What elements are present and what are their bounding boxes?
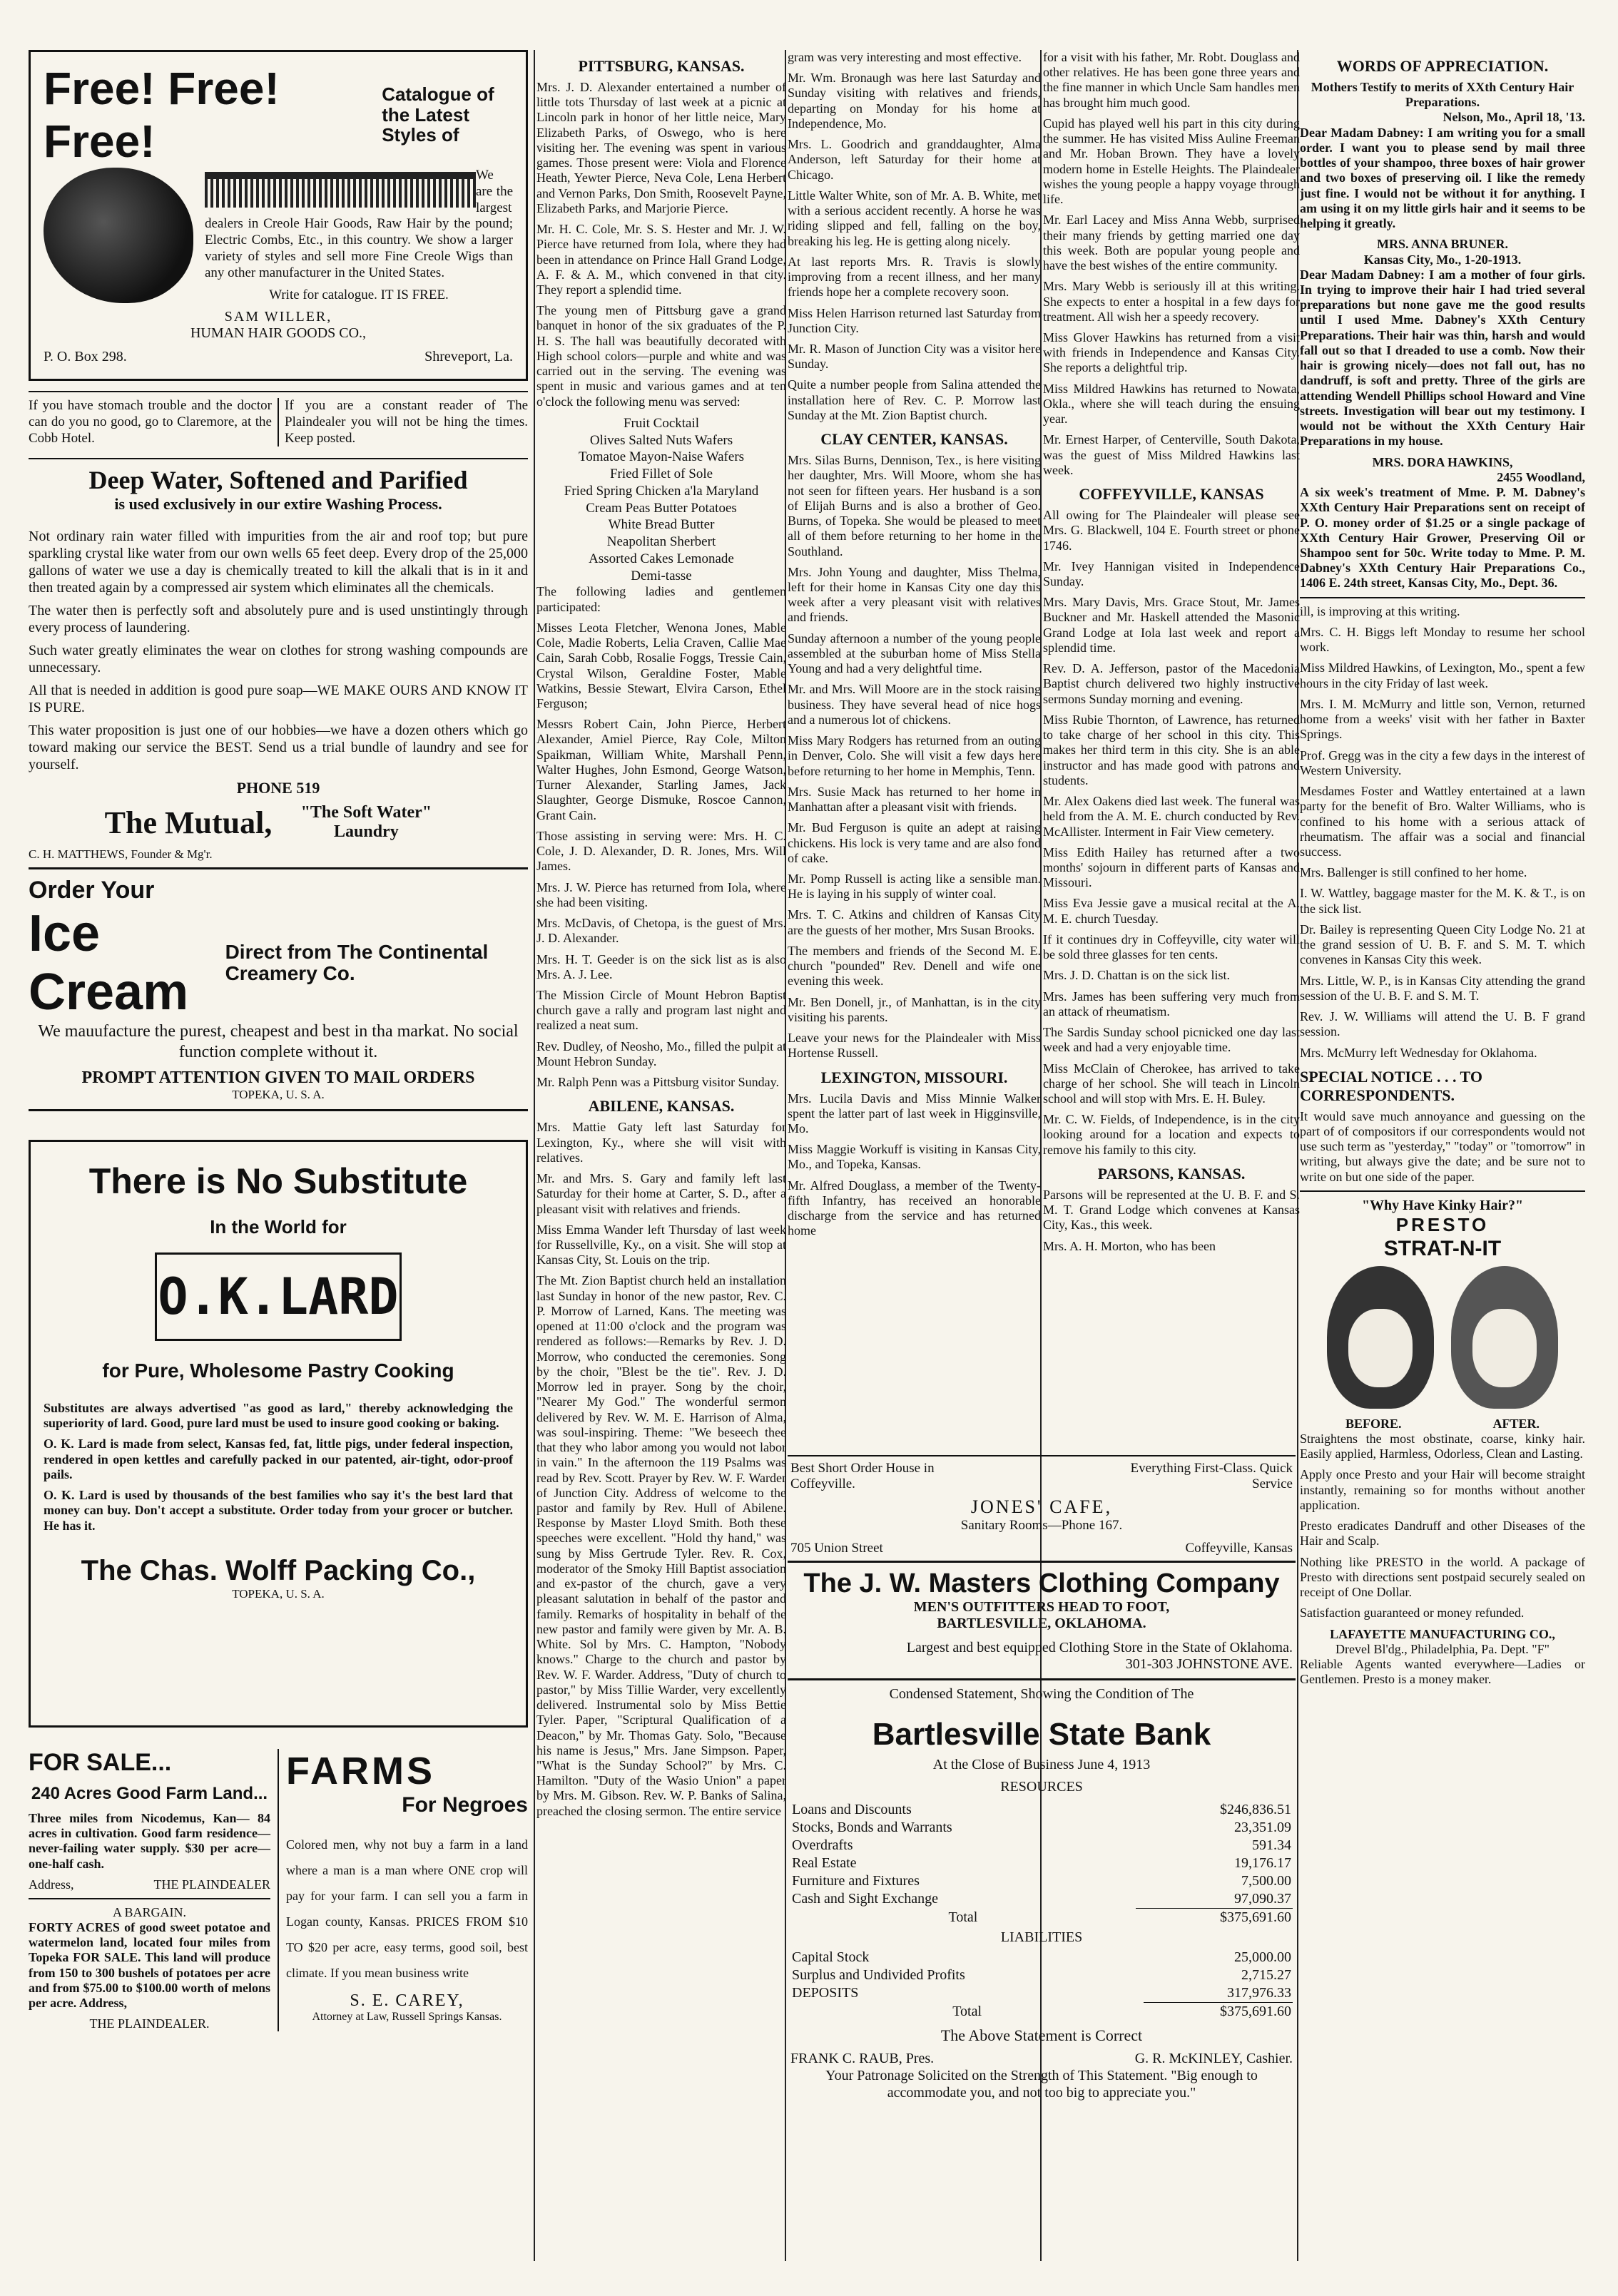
laundry-p5: This water proposition is just one of our hobbies—we have a dozen others which go toward making our service the BEST. Send us a trial bundle of laundry and see for yourself. [29, 723, 528, 773]
parsons-head: PARSONS, KANSAS. [1097, 1164, 1246, 1183]
news-column-4 [1043, 50, 1300, 1448]
col4-p9: Mr. Ivey Hannigan visited in Independence Sunday. [1043, 558, 1300, 588]
total-label: Total [952, 2003, 982, 2019]
col4-p5: Miss Glover Hawkins has returned from a visit with friends in Independence and Kansas City. She reports a delightful trip. [1043, 330, 1300, 375]
col5-p9: Mesdames Foster and Wattley entertained at a lawn party for the benefit of Bro. Walter Williams, who is confined to his home with a serious attack of rheumatism. The affair was a social and financial success. [1300, 784, 1585, 859]
laundry-ad [29, 465, 528, 869]
column-rule [534, 50, 535, 2261]
coffeyville-head: COFFEYVILLE, KANSAS [1079, 485, 1264, 504]
farms-body: Colored men, why not buy a farm in a land where a man is a man where ONE crop will pay for your farm. I can sell you a farm in Logan county, Kansas. PRICES FROM $10 TO $20 per acre, easy terms, good soil, best climate. If you mean business write [286, 1837, 528, 1980]
letter1-place: Nelson, Mo., April 18, '13. [1443, 110, 1585, 125]
for-sale-ad [29, 1749, 279, 2031]
row-value: $246,836.51 [1220, 1802, 1291, 1817]
col4-p11: Rev. D. A. Jefferson, pastor of the Macedonia Baptist church delivered two highly instructive sermons Sunday morning and evening. [1043, 661, 1300, 706]
col3-p19: Mr. Ben Donell, jr., of Manhattan, is in the city visiting his parents. [788, 994, 1041, 1024]
col4-p7: Mr. Ernest Harper, of Centerville, South Dakota, was the guest of Miss Mildred Hawkins last week. [1043, 432, 1300, 477]
menu-item: Neapolitan Sherbert [606, 534, 716, 550]
col4-p21: Mr. C. W. Fields, of Independence, is in the city looking around for a location and expects to remove his family to this city. [1043, 1112, 1300, 1157]
forsale-body: Three miles from Nicodemus, Kan— 84 acres in cultivation. Good farm residence—never-failing water supply. $30 per acre—one-half cash. [29, 1810, 270, 1871]
resources-table [790, 1801, 1293, 1927]
col3-p7: Mr. R. Mason of Junction City was a visitor here Sunday. [788, 341, 1041, 372]
row-label: Loans and Discounts [792, 1802, 912, 1817]
masters-body: Largest and best equipped Clothing Store in the State of Oklahoma. [906, 1640, 1293, 1655]
lard-company: The Chas. Wolff Packing Co., [81, 1554, 476, 1586]
bank-date: At the Close of Business June 4, 1913 [932, 1757, 1151, 1772]
menu-item: Olives Salted Nuts Wafers [589, 432, 733, 448]
table-row [790, 1966, 1293, 1984]
jones-street: 705 Union Street [790, 1541, 883, 1556]
lard-headline: There is No Substitute [88, 1160, 468, 1201]
lard-body3: O. K. Lard is used by thousands of the best families who say it's the best lard that money can buy. Don't accept a substitute. Order today from your grocer or butcher. He has it. [44, 1488, 513, 1533]
col2-p12: Rev. Dudley, of Neosho, Mo., filled the pulpit at Mount Hebron Sunday. [536, 1039, 786, 1068]
laundry-sub: is used exclusively in our extire Washing Process. [114, 495, 442, 514]
lexington-head: LEXINGTON, MISSOURI. [820, 1068, 1008, 1086]
before-label: BEFORE. [1345, 1416, 1402, 1431]
col2-p15: Mr. and Mrs. S. Gary and family left last Saturday for their home at Carter, S. D., after a pleasant visit with relatives and friends. [536, 1171, 786, 1216]
laundry-headline: Deep Water, Softened and Parified [88, 466, 468, 495]
icecream-body: We mauufacture the purest, cheapest and best in tha markat. No social function complete without it. [38, 1022, 519, 1062]
col5-p5: Mrs. C. H. Biggs left Monday to resume her school work. [1300, 624, 1585, 655]
icecream-prompt: PROMPT ATTENTION GIVEN TO MAIL ORDERS [81, 1068, 475, 1087]
col2-p7: Those assisting in serving were: Mrs. H. C. Cole, J. D. Alexander, D. R. Jones, Mrs. Will James. [536, 828, 786, 874]
row-label: Real Estate [792, 1855, 857, 1871]
table-row [790, 1984, 1293, 2003]
special-notice: It would save much annoyance and guessing on the part of of compositors if our correspondents would not use such term as "yesterday," "today" or "tomorrow" in writing, but always give the date; and be sure not to write on but one side of the paper. [1300, 1108, 1585, 1184]
row-value: 97,090.37 [1234, 1891, 1291, 1907]
col3-p21: Mrs. Lucila Davis and Miss Minnie Walker spent the latter part of last week in Higginsville, Mo. [788, 1091, 1041, 1136]
col5-p13: Mrs. Little, W. P., is in Kansas City attending the grand session of the U. B. F. and S. M. T. [1300, 973, 1585, 1003]
letter2-place: Kansas City, Mo., 1-20-1913. [1363, 252, 1522, 267]
bank-condensed: Condensed Statement, Showing the Condition of The [889, 1686, 1194, 1702]
col3-p2: Mr. Wm. Bronaugh was here last Saturday and Sunday visiting with relatives and friends, departing on Monday for his home at Independence, Mo. [788, 71, 1041, 131]
col4-p18: Mrs. James has been suffering very much from an attack of rheumatism. [1043, 989, 1300, 1019]
col3-p9: Mrs. Silas Burns, Dennison, Tex., is here visiting her daughter, Mrs. Will Moore, whom she has not seen for fifteen years. Her husband is a son of Elijah Burns and is also a brother of Geo. Burns, of Topeka. She would be pleased to meet all of them before returning to her home in the Southland. [788, 453, 1041, 558]
menu-item: White Bread Butter [608, 517, 715, 533]
laundry-p4: All that is needed in addition is good pure soap—WE MAKE OURS AND KNOW IT IS PURE. [29, 683, 528, 716]
col4-p20: Miss McClain of Cherokee, has arrived to take charge of her school. She will teach in Lincoln school and will stop with Mrs. E. H. Buley. [1043, 1061, 1300, 1106]
row-value: 23,351.09 [1234, 1820, 1291, 1835]
stomach-notice: If you have stomach trouble and the doctor can do you no good, go to Claremore, at the Cobb Hotel. [29, 398, 279, 447]
row-label: Furniture and Fixtures [792, 1873, 920, 1889]
bank-correct: The Above Statement is Correct [940, 2026, 1143, 2044]
row-value: 317,976.33 [1227, 1985, 1291, 2001]
forsale-head: FOR SALE... [29, 1748, 172, 1776]
jones-left: Best Short Order House in Coffeyville. [790, 1461, 935, 1491]
col5-p15: Mrs. McMurry left Wednesday for Oklahoma. [1300, 1045, 1537, 1060]
row-label: Surplus and Undivided Profits [792, 1967, 965, 1983]
farms-head: FARMS [286, 1749, 435, 1792]
total-value: $375,691.60 [1136, 1909, 1293, 1927]
laundry-founder: C. H. MATTHEWS, Founder & Mg'r. [29, 847, 213, 862]
table-row [790, 1854, 1293, 1872]
reader-notice: If you are a constant reader of The Plaindealer you will not be hing the times. Keep posted. [285, 398, 528, 446]
letter1-body: Dear Madam Dabney: I am writing you for a small order. I want you to please send by mail three bottles of your shampoo, three boxes of hair grower and two boxes of preserving oil. I like the remedy just fine. I would not be without it for anything. I am using it on my little girls hair and it seems to be helping it greatly. [1300, 125, 1585, 231]
col3-p5: At last reports Mrs. R. Travis is slowly improving from a recent illness, and her many friends hope her a complete recovery soon. [788, 254, 1041, 300]
notices-row [29, 398, 528, 452]
row-label: DEPOSITS [792, 1985, 859, 2001]
col5-p8: Prof. Gregg was in the city a few days in the interest of Western University. [1300, 748, 1585, 777]
menu-item: Demi-tasse [631, 568, 692, 583]
presto-p6: Reliable Agents wanted everywhere—Ladies or Gentlemen. Presto is a money maker. [1300, 1657, 1585, 1687]
col5-p14: Rev. J. W. Williams will attend the U. B. F grand session. [1300, 1009, 1585, 1039]
ice-cream-ad [29, 877, 528, 1111]
col3-p6: Miss Helen Harrison returned last Saturday from Junction City. [788, 305, 1041, 335]
bank-pres: FRANK C. RAUB, Pres. [790, 2051, 935, 2066]
menu-item: Fried Spring Chicken a'la Maryland [564, 483, 759, 499]
jones-right: Everything First-Class. Quick Service [1130, 1461, 1293, 1491]
after-portrait [1451, 1266, 1558, 1409]
total-row [790, 1909, 1293, 1927]
laundry-slogan: "The Soft Water" Laundry [300, 803, 432, 842]
row-value: 7,500.00 [1241, 1873, 1291, 1889]
lard-city: TOPEKA, U. S. A. [232, 1586, 325, 1601]
table-row [790, 1819, 1293, 1837]
table-row [790, 1890, 1293, 1909]
land-ads-row [29, 1749, 528, 2031]
menu-item: Fruit Cocktail [623, 415, 700, 431]
letter2-body: Dear Madam Dabney: I am a mother of four girls. In trying to improve their hair I had tried several preparations but none gave me the good results until I used Mme. Dabney's XXth Century Preparations. Their hair was thin, harsh and would fall out so that I dreaded to use a comb. Now their hair is growing nicely—does not fall out, has no dandruff, is soft and pretty. Three of the girls are attending Wendell Phillips school Howard and Vine streets. Investigation will bear out my testimony. I would not be without the XXth Century Hair Preparations in my house. [1300, 267, 1585, 449]
presto-p5: Satisfaction guaranteed or money refunded. [1300, 1606, 1525, 1621]
abilene-head: ABILENE, KANSAS. [588, 1097, 735, 1116]
col2-p17: The Mt. Zion Baptist church held an installation last Sunday in honor of the new pastor, Rev. C. P. Morrow of Larned, Kans. The meeting was opened at 11:00 o'clock and the program was rendered as follows:—Remarks by Rev. J. D. Morrow, who conducted the ceremonies. Song by the choir, "Blest be the tie". Rev. J. D. Morrow led in prayer. Song by the choir, "Nearer My God." The wonderful sermon delivered by Rev. W. M. E. Harrison of Alma, was soul-inspiring. Theme: "We beseech thee that they who labor among you would not labor in vain." In the afternoon the 119 Psalms was read by Rev. Scott. Prayer by Rev. W. F. Warder of Junction City. Address of welcome to the pastor and family by Rev. Hull of Abilene. Response by Master Lloyd Smith. Both these speeches were excellent. "Hold thy hand," was sung by Miss Gertrude Tyler. Rev. R. Cox, moderator of the Smoky Hill Baptist association and ex-pastor of the church, gave a very pleasant salutation in behalf of the pastor and family. Remarks of hospitality in behalf of the new pastor and family were given by Mr. A. B. White. Sol by Mrs. C. Hampton, "Nobody knows." Charge to the church and pastor by Rev. W. F. Warder. Address, "Duty of church to pastor," by Miss Tillie Warder, very excellently delivered. Instrumental solo by Miss Bettie Tyler. Paper, "Scriptural Qualification of a Deacon," by Mr. Thomas Gaty. Solo, "Because his name is Jesus," Mrs. Jane Simpson. Paper, "What is the Sunday School?" by Mrs. C. Hamilton. "Duty of the Wasio Union" a paper by Mrs. M. Gibson. Rev. W. P. Banks of Salina, preached the closing sermon. The entire service [536, 1273, 786, 1818]
bank-name: Bartlesville State Bank [872, 1717, 1211, 1752]
lard-ad [29, 1140, 528, 1728]
col4-p3: Mr. Earl Lacey and Miss Anna Webb, surprised their many friends by getting married one day this week. Both are popular young people and have the best wishes of the entire community. [1043, 213, 1300, 273]
row-value: 2,715.27 [1241, 1967, 1291, 1983]
col2-p13: Mr. Ralph Penn was a Pittsburg visitor Sunday. [536, 1075, 780, 1090]
col3-p22: Miss Maggie Workuff is visiting in Kansas City, Mo., and Topeka, Kansas. [788, 1142, 1041, 1172]
col2-p11: The Mission Circle of Mount Hebron Baptist church gave a rally and program last night and realized a neat sum. [536, 988, 786, 1033]
col4-p1: for a visit with his father, Mr. Robt. Douglass and other relatives. He has been gone three years and the fine manner in which Uncle Sam handles men has brought him much good. [1043, 50, 1300, 110]
bank-statement [788, 1680, 1296, 2113]
laundry-phone: PHONE 519 [236, 779, 320, 797]
row-label: Capital Stock [792, 1949, 870, 1965]
col3-p17: Mrs. T. C. Atkins and children of Kansas City are the guests of her mother, Mrs Susan Brooks. [788, 907, 1041, 937]
laundry-p1: Not ordinary rain water filled with impurities from the air and roof top; but pure sparkling crystal like water from our own wells 65 feet deep. Every drop of the 25,000 gallons of water we use a day is chemically treated to kill the alkali that is in it and then treated again by a compressed air system which eliminates all the chemicals. [29, 529, 528, 596]
col2-p2: Mr. H. C. Cole, Mr. S. S. Hester and Mr. J. W. Pierce have returned from Iola, where they had been in attendance on Prince Hall Grand Lodge, A. F. & A. M., which convened in that city. They report a splendid time. [536, 222, 786, 297]
news-column-3 [788, 50, 1041, 1448]
col3-p20: Leave your news for the Plaindealer with Miss Hortense Russell. [788, 1031, 1041, 1061]
presto-company: LAFAYETTE MANUFACTURING CO., [1330, 1626, 1555, 1641]
wig-ad-pobox: P. O. Box 298. [44, 349, 127, 365]
jones-rooms: Sanitary Rooms—Phone 167. [960, 1518, 1123, 1533]
special-notice-head: SPECIAL NOTICE . . . TO CORRESPONDENTS. [1300, 1067, 1482, 1104]
wig-illustration [44, 168, 193, 303]
comb-illustration [205, 172, 476, 208]
farms-name: S. E. CAREY, [350, 1991, 464, 2010]
col4-p17: Mrs. J. D. Chattan is on the sick list. [1043, 968, 1230, 983]
row-label: Cash and Sight Exchange [792, 1891, 938, 1907]
wig-ad-body: We are the largest dealers in Creole Hair Goods, Raw Hair by the pound; Electric Combs, Etc., in this country. We show a larger variety of styles and sell more Fine Creole Wigs than any other manufacturer in the United States. [205, 168, 513, 280]
wig-ad-headline: Free! Free! Free! [44, 63, 280, 167]
wide-ads [788, 1455, 1296, 2113]
presto-p2: Apply once Presto and your Hair will become straight instantly, remaining so for months without another application. [1300, 1467, 1585, 1512]
news-column-2 [536, 50, 786, 1825]
farms-title: Attorney at Law, Russell Springs Kansas. [312, 2010, 502, 2023]
col3-p1: gram was very interesting and most effective. [788, 50, 1022, 64]
col2-p9: Mrs. McDavis, of Chetopa, is the guest of Mrs. J. D. Alexander. [536, 916, 786, 946]
col3-p11: Sunday afternoon a number of the young people assembled at the suburban home of Miss Stella Young and had a very delightful time. [788, 631, 1041, 676]
col5-p10: Mrs. Ballenger is still confined to her home. [1300, 865, 1527, 880]
table-row [790, 1801, 1293, 1819]
ads-column [29, 50, 528, 2031]
icecream-big: Ice Cream [29, 905, 189, 1021]
col3-p12: Mr. and Mrs. Will Moore are in the stock raising business. They have several head of nice hogs and a numerous lot of chickens. [788, 682, 1041, 727]
before-portrait [1327, 1266, 1434, 1409]
col5-p11: I. W. Wattley, baggage master for the M. K. & T., is on the sick list. [1300, 886, 1585, 916]
col4-p23: Mrs. A. H. Morton, who has been [1043, 1238, 1216, 1253]
wig-ad-company2: HUMAN HAIR GOODS CO., [190, 325, 367, 342]
icecream-direct: Direct from The Continental Creamery Co. [225, 940, 489, 985]
jones-name: JONES' CAFE, [970, 1496, 1113, 1517]
lard-sub: In the World for [210, 1215, 347, 1238]
farms-sub: For Negroes [402, 1792, 528, 1817]
masters-clothing-ad [788, 1561, 1296, 1680]
col3-p13: Miss Mary Rodgers has returned from an outing in Denver, Colo. She will visit a few days here before returning to her home in Memphis, Tenn. [788, 733, 1041, 778]
bank-foot: Your Patronage Solicited on the Strength of This Statement. "Big enough to accommodate you, and not too big to appreciate you." [825, 2068, 1258, 2101]
lard-for: for Pure, Wholesome Pastry Cooking [102, 1359, 454, 1382]
pittsburg-head: PITTSBURG, KANSAS. [578, 57, 745, 75]
presto-address: Drevel Bl'dg., Philadelphia, Pa. Dept. "F" [1335, 1641, 1550, 1656]
row-value: 25,000.00 [1234, 1949, 1291, 1965]
presto-strat: STRAT-N-IT [1383, 1237, 1502, 1261]
col3-p15: Mr. Bud Ferguson is quite an adept at raising chickens. His lock is very tame and are also fond of cake. [788, 820, 1041, 865]
table-row [790, 1837, 1293, 1854]
dabney-offer: A six week's treatment of Mme. P. M. Dabney's XXth Century Hair Preparations sent on receipt of P. O. money order of $1.25 or a single package of XXth Century Hair Grower, Preserving Oil or Shampoo sent for 50c. Write today to Mme. P. M. Dabney's XXth Century Hair Preparations Co., 1406 E. 24th street, Kansas City, Mo., Dept. 36. [1300, 485, 1585, 591]
row-label: Overdrafts [792, 1837, 853, 1853]
banquet-menu [536, 415, 786, 585]
col4-p2: Cupid has played well his part in this city during the summer. He has visited Miss Auline Freeman and Mr. Hoban Brown. They have a lovely modern home in Estelle Heights. The Plaindealer wishes the young people a happy voyage through life. [1043, 116, 1300, 207]
letter2-sig: MRS. DORA HAWKINS, [1372, 454, 1513, 469]
row-value: 19,176.17 [1234, 1855, 1291, 1871]
row-value: 591.34 [1252, 1837, 1291, 1853]
col3-p3: Mrs. L. Goodrich and granddaughter, Alma Anderson, left Saturday for their home at Chicago. [788, 137, 1041, 182]
laundry-p2: The water then is perfectly soft and absolutely pure and is used unstintingly through every process of laundering. [29, 603, 528, 636]
col2-p5: Misses Leota Fletcher, Wenona Jones, Mable Cole, Madie Roberts, Lelia Craven, Callie Mae Cain, Sarah Cobb, Rosalie Foggs, Tressie Cain, Crystal Wilson, Geraldine Foster, Mable Watkins, Bessie Stewart, Elvira Carson, Ethel Ferguson; [536, 620, 786, 711]
jones-city: Coffeyville, Kansas [1185, 1541, 1293, 1556]
total-label: Total [948, 1909, 978, 1925]
masters-sub2: BARTLESVILLE, OKLAHOMA. [937, 1616, 1146, 1631]
presto-p1: Straightens the most obstinate, coarse, kinky hair. Easily applied, Harmless, Odorless, Clean and Lasting. [1300, 1431, 1585, 1461]
wig-ad-company1: SAM WILLER, [224, 309, 332, 325]
bank-liabilities-head: LIABILITIES [1000, 1929, 1083, 1945]
col2-p16: Miss Emma Wander left Thursday of last week for Russellville, Ky., on a visit. She will stop at Kansas City, St. Louis on the trip. [536, 1222, 786, 1267]
appreciation-sub: Mothers Testify to merits of XXth Century Hair Preparations. [1311, 79, 1574, 110]
col4-p6: Miss Mildred Hawkins has returned to Nowata, Okla., where she will teach during the ensuing year. [1043, 381, 1300, 427]
col5-p12: Dr. Bailey is representing Queen City Lodge No. 21 at the grand session of U. B. F. and S. M. T. which convenes in Kansas City this week. [1300, 922, 1585, 967]
forsale-paper: THE PLAINDEALER [153, 1877, 270, 1892]
total-value: $375,691.60 [1144, 2003, 1293, 2021]
row-label: Stocks, Bonds and Warrants [792, 1820, 952, 1835]
masters-sub1: MEN'S OUTFITTERS HEAD TO FOOT, [913, 1599, 1170, 1615]
presto-brand: PRESTO [1395, 1214, 1490, 1236]
forsale-acres: 240 Acres Good Farm Land... [31, 1783, 268, 1803]
icecream-order: Order Your [29, 877, 155, 904]
col3-p8: Quite a number people from Salina attended the installation here of Rev. C. P. Morrow last Sunday at the Mt. Zion Baptist church. [788, 377, 1041, 422]
wig-ad-city: Shreveport, La. [424, 349, 513, 365]
col2-p6: Messrs Robert Cain, John Pierce, Herbert Alexander, Amiel Pierce, Ray Cole, Milton Spaikman, William White, Marshall Penn, Walter Hughes, John Esmond, George Watson, Turner Alexander, Starling James, Jack Slaughter, George Dismuke, Roscoe Cannon, Grant Cain. [536, 717, 786, 822]
menu-item: Tomatoe Mayon-Naise Wafers [578, 449, 745, 465]
col3-p14: Mrs. Susie Mack has returned to her home in Manhattan after a pleasant visit with friends. [788, 784, 1041, 815]
presto-p4: Nothing like PRESTO in the world. A package of Presto with directions sent postpaid securely sealed on receipt of One Dollar. [1300, 1554, 1585, 1600]
farms-ad [286, 1749, 528, 2031]
forsale-address: Address, [29, 1877, 74, 1892]
bank-cashier: G. R. McKINLEY, Cashier. [1134, 2051, 1293, 2066]
bargain-body: FORTY ACRES of good sweet potatoe and watermelon land, located four miles from Topeka FOR SALE. This land will produce from 150 to 300 bushels of potatoes per acre and from $75.00 to $100.00 worth of melons per acre. Address, [29, 1919, 270, 2011]
col2-p1: Mrs. J. D. Alexander entertained a number of little tots Thursday of last week at a picnic at Lincoln park in honor of her little neice, Mary Elizabeth Parks, of Oswego, who is here visiting her. The evening was spent in various games. Those present were: Viola and Florence Heath, Yewter Pierce, Neva Cole, Lena Herbert and Vernon Parks, Don Smith, Roosevelt Payne, Elizabeth Parks, and Marjorie Pierce. [536, 79, 786, 215]
clay-center-head: CLAY CENTER, KANSAS. [820, 430, 1008, 449]
lard-brand: O.K.LARD [158, 1267, 399, 1326]
wig-ad-catalogue: Catalogue of the Latest Styles of [382, 83, 494, 146]
lard-brand-box [155, 1252, 402, 1341]
col4-p14: Miss Edith Hailey has returned after a two months' sojourn in different parts of Kansas and Missouri. [1043, 845, 1300, 890]
col4-p4: Mrs. Mary Webb is seriously ill at this writing. She expects to enter a hospital in a few days for treatment. All wish her a speedy recovery. [1043, 279, 1300, 324]
col4-p12: Miss Rubie Thornton, of Lawrence, has returned to take charge of her school in this city. This makes her third term in this city. She is an able instructor and has made good with patrons and students. [1043, 712, 1300, 787]
laundry-name: The Mutual, [104, 805, 273, 840]
masters-head: The J. W. Masters Clothing Company [803, 1568, 1280, 1598]
bargain-paper: THE PLAINDEALER. [89, 2016, 210, 2031]
menu-item: Fried Fillet of Sole [609, 466, 713, 482]
col4-p22: Parsons will be represented at the U. B. F. and S. M. T. Grand Lodge which convenes at Kansas City, Kas., this week. [1043, 1187, 1300, 1233]
col2-p3: The young men of Pittsburg gave a grand banquet in honor of the six graduates of the P. H. S. The hall was beautifully decorated with High school colors—purple and white and was carried out in the serving. The evening was spent in music and various games and at ten o'clock the following menu was served: [536, 303, 786, 409]
col2-p4: The following ladies and gentlemen participated: [536, 584, 786, 614]
col3-p16: Mr. Pomp Russell is acting like a sensible man. He is laying in his supply of winter coal. [788, 871, 1041, 902]
col4-p10: Mrs. Mary Davis, Mrs. Grace Stout, Mr. James Buckner and Mr. Haskell attended the Masonic Grand Lodge at Iola last week and report a splendid time. [1043, 595, 1300, 655]
bargain-head: A BARGAIN. [112, 1904, 186, 1919]
jones-cafe-ad [788, 1455, 1296, 1561]
menu-item: Cream Peas Butter Potatoes [586, 500, 737, 516]
menu-item: Assorted Cakes Lemonade [589, 551, 734, 566]
col4-p15: Miss Eva Jessie gave a musical recital at the A. M. E. church Tuesday. [1043, 896, 1300, 926]
col3-p18: The members and friends of the Second M. E. church "pounded" Rev. Denell and wife one evening this week. [788, 943, 1041, 989]
col4-p13: Mr. Alex Oakens died last week. The funeral was held from the A. M. E. church conducted by Rev. McAllister. Interment in Fair View cemetery. [1043, 794, 1300, 839]
table-row [790, 1949, 1293, 1966]
lard-body2: O. K. Lard is made from select, Kansas fed, fat, little pigs, under federal inspection, rendered in open kettles and carefully packed in our patented, air-tight, odor-proof pails. [44, 1437, 513, 1481]
news-column-5 [1300, 50, 1585, 1693]
col5-p4: ill, is improving at this writing. [1300, 603, 1460, 618]
total-row [790, 2003, 1293, 2021]
lard-body1: Substitutes are always advertised "as good as lard," thereby acknowledging the superiority of lard. Good, pure lard must be used to insure good cooking or baking. [44, 1400, 513, 1431]
col4-p19: The Sardis Sunday school picnicked one day last week and had a very enjoyable time. [1043, 1025, 1300, 1055]
table-row [790, 1872, 1293, 1890]
presto-p3: Presto eradicates Dandruff and other Diseases of the Hair and Scalp. [1300, 1519, 1585, 1548]
letter2-addr: 2455 Woodland, [1497, 469, 1585, 484]
col5-p7: Mrs. I. M. McMurry and little son, Vernon, returned home from a weeks' visit with her father in Baxter Springs. [1300, 696, 1585, 742]
col3-p23: Mr. Alfred Douglass, a member of the Twenty-fifth Infantry, has received an honorable discharge from the service and has returned home [788, 1178, 1041, 1238]
appreciation-head: WORDS OF APPRECIATION. [1336, 57, 1549, 75]
bank-resources-head: RESOURCES [1000, 1779, 1083, 1795]
liabilities-table [790, 1949, 1293, 2021]
icecream-city: TOPEKA, U. S. A. [232, 1087, 325, 1101]
col3-p4: Little Walter White, son of Mr. A. B. White, met with a serious accident recently. A horse he was riding slipped and fell, falling on the boy, breaking his leg. He is getting along nicely. [788, 188, 1041, 248]
col2-p14: Mrs. Mattie Gaty left last Saturday for Lexington, Ky., where she will visit with relatives. [536, 1120, 786, 1165]
col4-p16: If it continues dry in Coffeyville, city water will be sold three glasses for ten cents. [1043, 932, 1300, 962]
wig-ad-cta: Write for catalogue. IT IS FREE. [269, 287, 449, 302]
letter1-sig: MRS. ANNA BRUNER. [1376, 237, 1509, 252]
col2-p10: Mrs. H. T. Geeder is on the sick list as is also Mrs. A. J. Lee. [536, 951, 786, 981]
wig-ad [29, 50, 528, 381]
col3-p10: Mrs. John Young and daughter, Miss Thelma, left for their home in Kansas City one day this week after a very pleasant visit with relatives and friends. [788, 564, 1041, 625]
after-label: AFTER. [1492, 1416, 1540, 1431]
masters-addr: 301-303 JOHNSTONE AVE. [1125, 1656, 1293, 1672]
col4-p8: All owing for The Plaindealer will please see Mrs. G. Blackwell, 104 E. Fourth street or phone 1746. [1043, 508, 1300, 553]
col2-p8: Mrs. J. W. Pierce has returned from Iola, where she had been visiting. [536, 879, 786, 909]
laundry-p3: Such water greatly eliminates the wear on clothes for strong washing compounds are unnecessary. [29, 643, 528, 676]
before-after-illustration [1300, 1266, 1585, 1412]
presto-ad [1300, 1198, 1585, 1688]
presto-question: "Why Have Kinky Hair?" [1361, 1197, 1524, 1213]
col5-p6: Miss Mildred Hawkins, of Lexington, Mo., spent a few hours in the city Friday of last week. [1300, 660, 1585, 690]
